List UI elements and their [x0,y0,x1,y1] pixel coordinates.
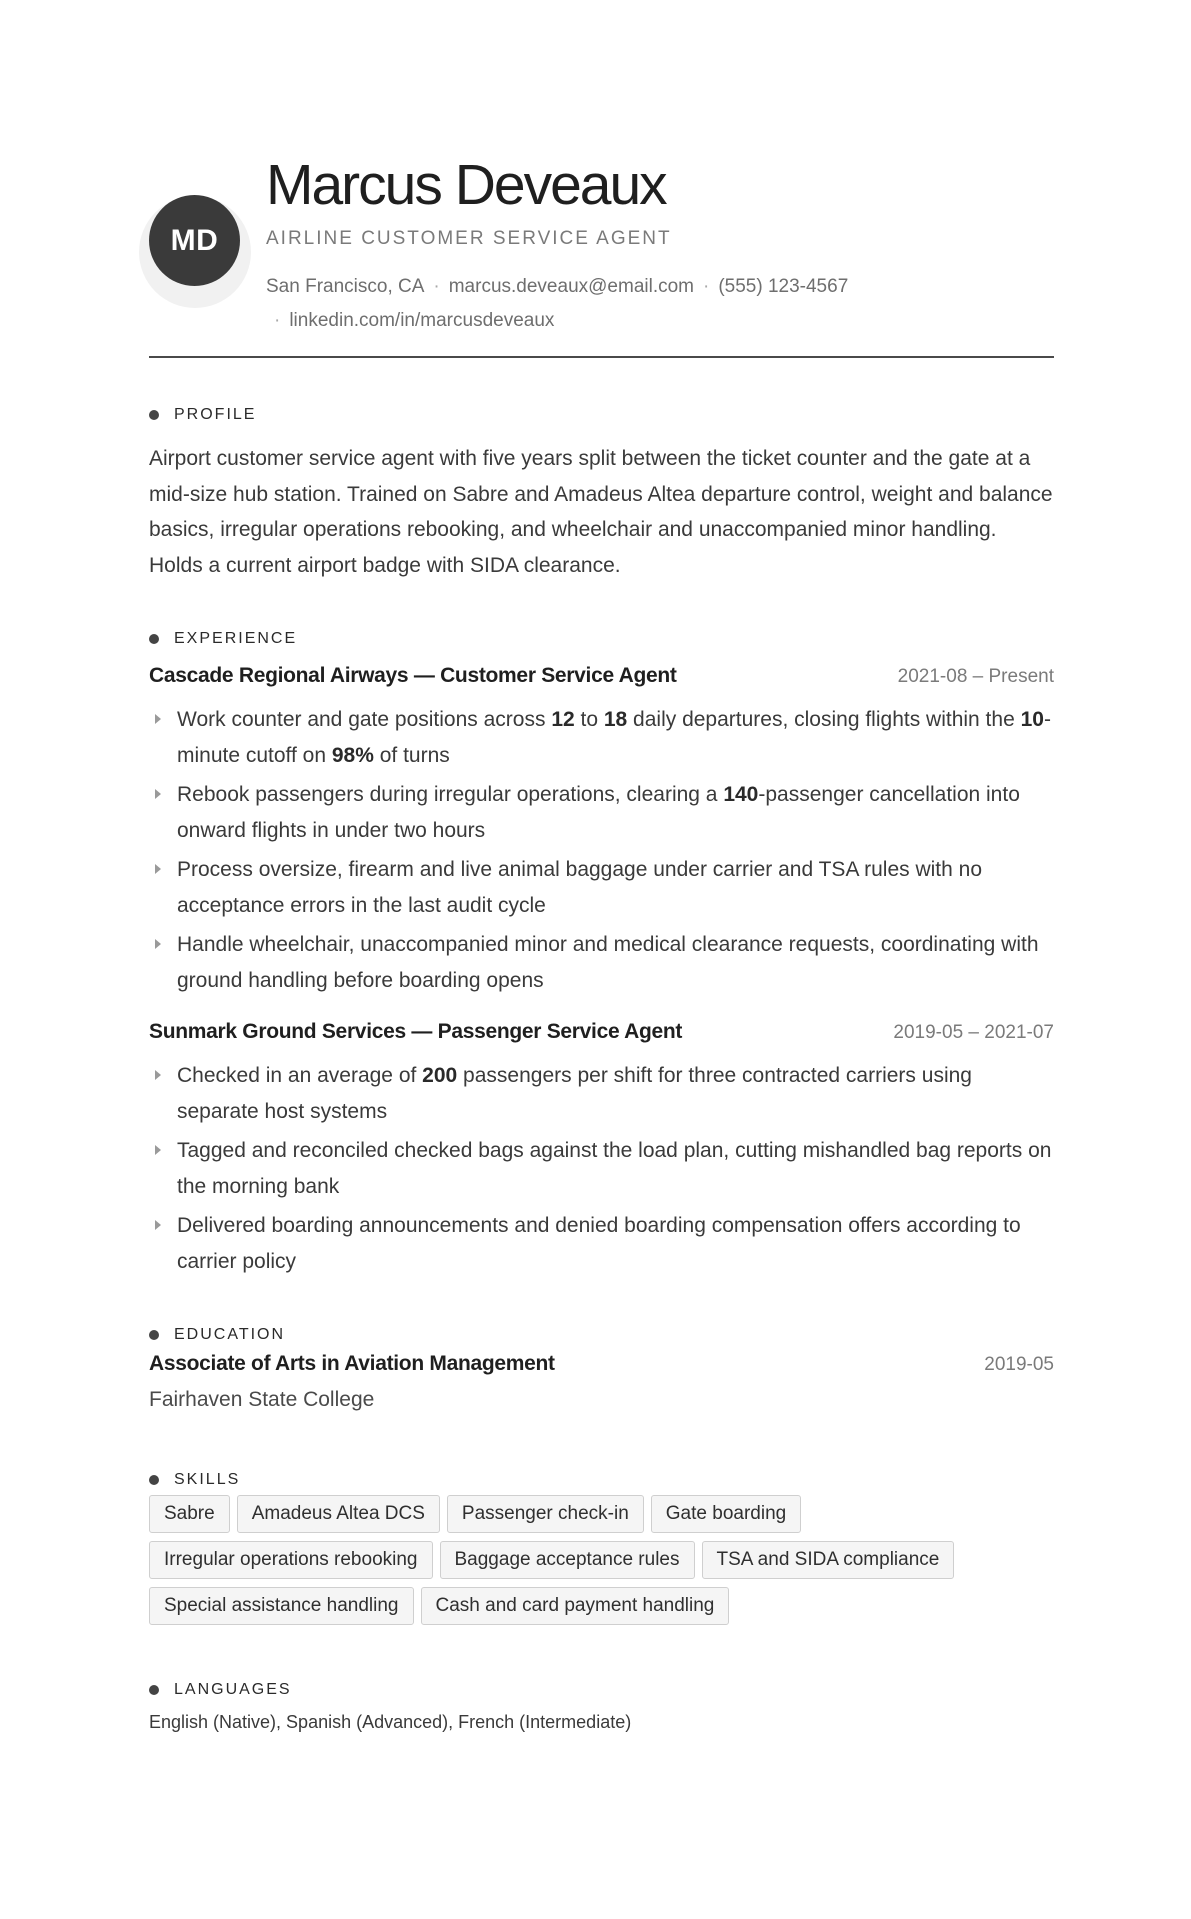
resume-header [149,150,1054,358]
job-entry-2 [149,1020,1054,1283]
bullet-arrow-icon [155,1070,161,1080]
skill-chip: Special assistance handling [149,1587,414,1625]
section-bullet-icon [149,1330,159,1340]
school-name: Fairhaven State College [149,1388,375,1411]
languages-heading [149,1681,292,1699]
skills-row [149,1541,1054,1579]
contact-separator: · [274,310,281,331]
experience-heading [149,630,297,648]
profile-summary: Airport customer service agent with five years split between the ticket counter and the gate at a mid-size hub station. Trained on Sabre and Amadeus Altea departure control, weight and balance basics, irregular operations rebooking, and wheelchair and unaccompanied minor handling. Holds a current airport badge with SIDA clearance. [149,447,1053,577]
contact-info [266,270,946,338]
skills-row [149,1495,1054,1533]
skill-chip: Amadeus Altea DCS [237,1495,440,1533]
contact-linkedin[interactable]: linkedin.com/in/marcusdeveaux [289,310,555,331]
job-title: Cascade Regional Airways — Customer Service Agent [149,664,677,687]
languages-heading-label: LANGUAGES [174,1681,292,1698]
candidate-title: AIRLINE CUSTOMER SERVICE AGENT [266,228,672,249]
avatar: MD [149,195,240,286]
skills-heading [149,1471,240,1489]
job-bullet: Rebook passengers during irregular operations, clearing a 140-passenger cancellation into onward flights in under two hours [149,777,1054,848]
section-bullet-icon [149,410,159,420]
education-heading-label: EDUCATION [174,1326,286,1343]
skills-list [149,1495,1054,1633]
job-bullet: Checked in an average of 200 passengers per shift for three contracted carriers using separate host systems [149,1058,1054,1129]
degree-date: 2019-05 [984,1354,1054,1375]
education-heading [149,1326,285,1344]
contact-separator: · [433,276,440,297]
job-bullet: Tagged and reconciled checked bags against the load plan, cutting mishandled bag reports on the morning bank [149,1133,1054,1204]
degree-title: Associate of Arts in Aviation Management [149,1352,555,1375]
job-dates: 2021-08 – Present [897,666,1054,687]
skill-chip: Sabre [149,1495,230,1533]
contact-line-2 [266,304,946,338]
candidate-name: Marcus Deveaux [266,153,666,217]
job-bullet: Handle wheelchair, unaccompanied minor and medical clearance requests, coordinating with ground handling before boarding opens [149,927,1054,998]
job-bullet: Work counter and gate positions across 12 to 18 daily departures, closing flights within the 10-minute cutoff on 98% of turns [149,702,1054,773]
experience-heading-label: EXPERIENCE [174,630,298,647]
job-title: Sunmark Ground Services — Passenger Service Agent [149,1020,683,1043]
contact-location: San Francisco, CA [266,276,425,297]
section-bullet-icon [149,1475,159,1485]
bullet-arrow-icon [155,864,161,874]
section-bullet-icon [149,634,159,644]
skill-chip: Cash and card payment handling [421,1587,730,1625]
skills-row [149,1587,1054,1625]
job-bullet: Delivered boarding announcements and denied boarding compensation offers according to carrier policy [149,1208,1054,1279]
job-bullet: Process oversize, firearm and live animal baggage under carrier and TSA rules with no acceptance errors in the last audit cycle [149,852,1054,923]
skills-heading-label: SKILLS [174,1471,241,1488]
skill-chip: TSA and SIDA compliance [702,1541,955,1579]
bullet-arrow-icon [155,1145,161,1155]
education-entry [149,1352,1054,1412]
job-entry-1 [149,664,1054,1002]
bullet-arrow-icon [155,789,161,799]
contact-separator: · [703,276,710,297]
skill-chip: Gate boarding [651,1495,801,1533]
profile-heading-label: PROFILE [174,406,257,423]
skill-chip: Passenger check-in [447,1495,644,1533]
bullet-arrow-icon [155,939,161,949]
contact-phone: (555) 123-4567 [718,276,849,297]
contact-email[interactable]: marcus.deveaux@email.com [448,276,694,297]
skill-chip: Irregular operations rebooking [149,1541,433,1579]
skill-chip: Baggage acceptance rules [440,1541,695,1579]
section-bullet-icon [149,1685,159,1695]
languages-list: English (Native), Spanish (Advanced), French (Intermediate) [149,1712,632,1732]
header-divider [149,356,1054,358]
bullet-arrow-icon [155,714,161,724]
bullet-arrow-icon [155,1220,161,1230]
job-dates: 2019-05 – 2021-07 [893,1022,1054,1043]
profile-heading [149,406,256,424]
